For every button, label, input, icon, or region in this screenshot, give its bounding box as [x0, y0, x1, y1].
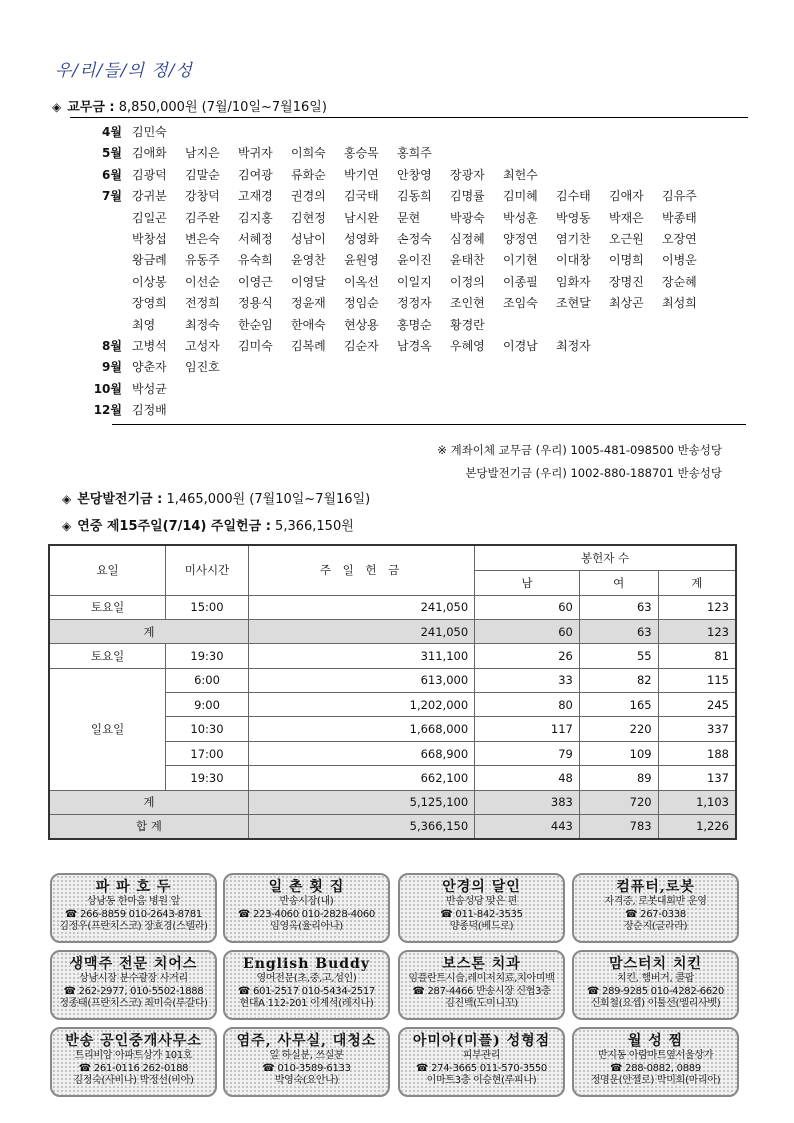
donor-name: 최영: [132, 317, 156, 332]
header-offering: 주 일 헌 금: [248, 545, 474, 595]
offering-cell: 662,100: [248, 766, 474, 790]
ad-line: 치킨, 햄버거, 콜팝: [616, 973, 695, 984]
grand-total-row: [49, 815, 736, 839]
donor-name: 김복례: [291, 339, 326, 354]
ad-box: [223, 1027, 390, 1097]
table-row: [49, 668, 736, 692]
ad-line: 반송시장(내): [279, 896, 334, 907]
ad-line: 이마트3층 이승현(루피나): [426, 1075, 537, 1086]
total-cell: 123: [658, 619, 736, 643]
donor-name: 남시완: [344, 210, 379, 225]
donor-name: 이종필: [503, 274, 538, 289]
donor-name: 최성희: [662, 296, 697, 311]
ad-line: 일 하실분, 쓰실분: [269, 1050, 344, 1061]
total-cell: 188: [658, 741, 736, 765]
donor-name: 현상용: [344, 317, 379, 332]
donor-name: 임진호: [185, 360, 220, 375]
donor-names: [132, 143, 732, 164]
ad-line: 현대A 112-201 이계석(레지나): [239, 998, 374, 1009]
donor-name: 남지은: [185, 146, 220, 161]
donor-name: 이영달: [291, 274, 326, 289]
ad-box: [50, 950, 217, 1020]
grand-total-label: 합 계: [49, 815, 248, 839]
ad-box: [398, 873, 565, 943]
donor-name: 김민숙: [132, 125, 167, 139]
donor-name: 김미혜: [503, 189, 538, 204]
donor-name: 강창덕: [185, 189, 220, 204]
donor-name: 김애화: [132, 146, 167, 161]
donor-name: 박종태: [662, 210, 697, 225]
male-cell: 48: [475, 766, 580, 790]
donor-names: [132, 186, 732, 336]
time-cell: 6:00: [166, 668, 249, 692]
teacher-fund-amount: 8,850,000원 (7월/10일~7월16일): [118, 100, 327, 115]
ad-line: ☎ 262-2977, 010-5502-1888: [63, 985, 204, 997]
donor-names: [132, 336, 732, 357]
time-cell: 19:30: [166, 766, 249, 790]
donor-name: 박재은: [609, 210, 644, 225]
donor-name: 한순임: [238, 317, 273, 332]
header-attendance: 봉헌자 수: [475, 545, 736, 570]
female-cell: 720: [579, 790, 658, 814]
ad-line: ☎ 223-4060 010-2828-4060: [238, 908, 375, 920]
donor-name: 윤원영: [344, 253, 379, 268]
male-cell: 117: [475, 717, 580, 741]
donor-name: 이상봉: [132, 274, 167, 289]
time-cell: 9:00: [166, 693, 249, 717]
donor-name: 장명진: [609, 274, 644, 289]
donor-name: 홍희주: [397, 146, 432, 161]
ad-title: 아미아(미플) 성형점: [412, 1033, 551, 1049]
donor-name: 고병석: [132, 339, 167, 354]
male-cell: 80: [475, 693, 580, 717]
dev-fund-amount: 1,465,000원 (7월10일~7월16일): [166, 492, 371, 507]
teacher-fund-heading: [52, 96, 327, 115]
donor-month-row: [92, 186, 752, 336]
donor-month-row: [92, 400, 752, 421]
donor-name: 이경남: [503, 339, 538, 354]
donor-name: 김명률: [450, 189, 485, 204]
donor-name: 오장연: [662, 232, 697, 247]
offering-cell: 1,668,000: [248, 717, 474, 741]
donor-name: 최상곤: [609, 296, 644, 311]
total-cell: 1,103: [658, 790, 736, 814]
donor-list: [92, 122, 752, 422]
month-label: 12월: [93, 403, 122, 418]
ad-line: ☎ 261-0116 262-0188: [78, 1062, 189, 1074]
donor-name: 유동주: [185, 253, 220, 268]
offering-cell: 1,202,000: [248, 693, 474, 717]
male-cell: 443: [475, 815, 580, 839]
male-cell: 26: [475, 644, 580, 668]
ad-line: 김정우(프란치스코) 장효경(스텔라): [59, 921, 208, 932]
donor-name: 양춘자: [132, 360, 167, 375]
sunday-offering-heading: [62, 515, 354, 534]
donor-name: 고재경: [238, 189, 273, 204]
ad-line: 임영옥(율리아나): [270, 921, 343, 932]
month-label: 4월: [102, 125, 122, 139]
donor-name: 정윤재: [291, 296, 326, 311]
table-row: [49, 595, 736, 619]
donor-name: 김주완: [185, 210, 220, 225]
subtotal-row: [49, 790, 736, 814]
donor-month-row: [92, 336, 752, 357]
diamond-bullet-icon: ◈: [62, 519, 72, 533]
ad-line: 양종덕(베드로): [449, 921, 514, 932]
day-cell: 일요일: [49, 668, 166, 790]
donor-month-row: [92, 143, 752, 164]
ad-box: [223, 950, 390, 1020]
donor-name: 이병운: [662, 253, 697, 268]
donor-name: 임화자: [556, 274, 591, 289]
offering-table: [48, 544, 737, 840]
donor-month-row: [92, 122, 752, 143]
donor-name: 이대창: [556, 253, 591, 268]
donor-name: 이명희: [609, 253, 644, 268]
donor-name: 이기현: [503, 253, 538, 268]
ad-line: 정명운(안젤로) 박미희(마리아): [590, 1075, 721, 1086]
donor-name: 김지홍: [238, 210, 273, 225]
day-cell: 토요일: [49, 595, 166, 619]
female-cell: 220: [579, 717, 658, 741]
diamond-bullet-icon: ◈: [62, 492, 72, 506]
donor-name: 성영화: [344, 232, 379, 247]
donor-name: 우혜영: [450, 339, 485, 354]
account-info-1: ※ 계좌이체 교무금 (우리) 1005-481-098500 반송성당: [437, 443, 722, 457]
ad-line: 상남시장 분수광장 사거리: [79, 973, 188, 984]
donor-month-row: [92, 165, 752, 186]
donor-name: 조임숙: [503, 296, 538, 311]
donor-name: 김말순: [185, 167, 220, 182]
donor-name: 문현: [397, 210, 421, 225]
donor-name: 박영동: [556, 210, 591, 225]
ad-title: 안경의 달인: [442, 879, 521, 895]
donor-month-row: [92, 357, 752, 378]
ad-line: ☎ 267-0338: [625, 908, 686, 920]
donor-name: 정용식: [238, 296, 273, 311]
ad-title: 생맥주 전문 치어스: [69, 956, 198, 972]
ad-title: 염주, 사무실, 대청소: [236, 1033, 377, 1049]
donor-name: 이선순: [185, 274, 220, 289]
time-cell: 17:00: [166, 741, 249, 765]
total-cell: 137: [658, 766, 736, 790]
ad-box: [572, 873, 739, 943]
sunday-offering-label: 연중 제15주일(7/14) 주일헌금 :: [77, 519, 271, 534]
donor-name: 이영근: [238, 274, 273, 289]
donor-name: 조인현: [450, 296, 485, 311]
donor-name: 고성자: [185, 339, 220, 354]
ad-line: ☎ 274-3665 011-570-3550: [416, 1062, 547, 1074]
donor-name: 손정숙: [397, 232, 432, 247]
donor-name: 장순혜: [662, 274, 697, 289]
donor-name: 김현정: [291, 210, 326, 225]
ad-line: ☎ 289-9285 010-4282-6620: [587, 985, 724, 997]
divider: [112, 424, 746, 425]
total-cell: 115: [658, 668, 736, 692]
female-cell: 165: [579, 693, 658, 717]
day-cell: 토요일: [49, 644, 166, 668]
donor-name: 조현달: [556, 296, 591, 311]
donor-name: 박성훈: [503, 210, 538, 225]
offering-cell: 241,050: [248, 619, 474, 643]
ad-line: 반송성당 맞은 편: [445, 896, 518, 907]
donor-name: 정정자: [397, 296, 432, 311]
sunday-offering-amount: 5,366,150원: [275, 519, 354, 534]
ad-line: 김정숙(사비나) 박정선(비아): [73, 1075, 194, 1086]
ad-box: [398, 1027, 565, 1097]
total-cell: 245: [658, 693, 736, 717]
header-female: 여: [579, 570, 658, 595]
donor-name: 최헌수: [503, 167, 538, 182]
donor-name: 박귀자: [238, 146, 273, 161]
ad-title: 파 파 호 두: [95, 879, 172, 895]
donor-name: 이희숙: [291, 146, 326, 161]
offering-cell: 5,125,100: [248, 790, 474, 814]
total-cell: 1,226: [658, 815, 736, 839]
subtotal-label: 계: [49, 790, 248, 814]
ad-line: 장순지(글라라): [623, 921, 688, 932]
subtotal-label: 계: [49, 619, 248, 643]
month-label: 8월: [102, 339, 122, 354]
donor-name: 오근원: [609, 232, 644, 247]
donor-name: 장영희: [132, 296, 167, 311]
donor-name: 홍승목: [344, 146, 379, 161]
donor-name: 남경옥: [397, 339, 432, 354]
dev-fund-label: 본당발전기금 :: [77, 492, 163, 507]
ad-box: [572, 950, 739, 1020]
table-row: [49, 644, 736, 668]
donor-name: 김애자: [609, 189, 644, 204]
subtotal-row: [49, 619, 736, 643]
ad-line: 정종태(프란치스코) 최미숙(루갈다): [59, 998, 208, 1009]
donor-name: 김여광: [238, 167, 273, 182]
female-cell: 63: [579, 595, 658, 619]
diamond-bullet-icon: ◈: [52, 100, 62, 114]
time-cell: 15:00: [166, 595, 249, 619]
donor-name: 김국태: [344, 189, 379, 204]
donor-name: 전정희: [185, 296, 220, 311]
donor-name: 류화순: [291, 167, 326, 182]
ad-line: ☎ 287-4466 반송시장 신협3층: [412, 985, 551, 997]
header-day: 요일: [49, 545, 166, 595]
donor-names: [132, 357, 732, 378]
ad-line: 김진백(도미니꼬): [445, 998, 518, 1009]
ad-line: ☎ 266-8859 010-2643-8781: [65, 908, 202, 920]
ad-title: 월 성 찜: [627, 1033, 684, 1049]
donor-name: 홍명순: [397, 317, 432, 332]
donor-name: 박창섭: [132, 232, 167, 247]
offering-cell: 241,050: [248, 595, 474, 619]
donor-name: 유숙희: [238, 253, 273, 268]
male-cell: 60: [475, 595, 580, 619]
donor-month-row: [92, 379, 752, 400]
offering-cell: 668,900: [248, 741, 474, 765]
page-title: 우/리/들/의 정/성: [55, 61, 193, 81]
male-cell: 79: [475, 741, 580, 765]
donor-name: 박기연: [344, 167, 379, 182]
donor-name: 왕금례: [132, 253, 167, 268]
donor-name: 안창영: [397, 167, 432, 182]
time-cell: 19:30: [166, 644, 249, 668]
ad-line: 반지동 아람마트옆서울상가: [597, 1050, 714, 1061]
donor-name: 김미숙: [238, 339, 273, 354]
total-cell: 123: [658, 595, 736, 619]
header-mass-time: 미사시간: [166, 545, 249, 595]
ad-line: 박영숙(요안나): [274, 1075, 339, 1086]
donor-name: 정임순: [344, 296, 379, 311]
donor-name: 한애숙: [291, 317, 326, 332]
donor-name: 김유주: [662, 189, 697, 204]
donor-name: 염기찬: [556, 232, 591, 247]
ad-title: 컴퓨터,로봇: [616, 879, 695, 895]
ad-title: 반송 공인중개사무소: [65, 1033, 202, 1049]
ad-title: 보스톤 치과: [442, 956, 521, 972]
ad-box: [572, 1027, 739, 1097]
donor-name: 황경란: [450, 317, 485, 332]
donor-name: 박광숙: [450, 210, 485, 225]
donor-name: 강귀분: [132, 189, 167, 204]
ad-line: 트리비앙 아파트상가 101호: [74, 1050, 193, 1061]
donor-name: 이정의: [450, 274, 485, 289]
ad-title: 맘스터치 치킨: [608, 956, 703, 972]
header-total: 계: [658, 570, 736, 595]
offering-cell: 311,100: [248, 644, 474, 668]
ad-line: ☎ 010-3589-6133: [262, 1062, 351, 1074]
donor-name: 박성균: [132, 381, 167, 396]
donor-name: 이일지: [397, 274, 432, 289]
female-cell: 55: [579, 644, 658, 668]
donor-name: 심정혜: [450, 232, 485, 247]
donor-name: 최정숙: [185, 317, 220, 332]
month-label: 6월: [102, 167, 122, 182]
ad-line: 자격증, 로봇대회반 운영: [604, 896, 707, 907]
donor-name: 윤이진: [397, 253, 432, 268]
donor-name: 양정연: [503, 232, 538, 247]
account-info-2: 본당발전기금 (우리) 1002-880-188701 반송성당: [465, 466, 722, 480]
ad-line: 상남동 한마음 병원 앞: [87, 896, 180, 907]
female-cell: 63: [579, 619, 658, 643]
ad-box: [223, 873, 390, 943]
ad-line: 임플란트시술,레이저치료,치아미백: [408, 973, 555, 984]
donor-name: 성남이: [291, 232, 326, 247]
ad-title: 일 촌 횟 집: [268, 879, 345, 895]
donor-name: 최정자: [556, 339, 591, 354]
month-label: 10월: [93, 381, 122, 396]
donor-name: 김수태: [556, 189, 591, 204]
donor-names: [132, 400, 732, 421]
header-male: 남: [475, 570, 580, 595]
donor-name: 서혜정: [238, 232, 273, 247]
donor-name: 권경의: [291, 189, 326, 204]
month-label: 5월: [102, 146, 122, 161]
ad-box: [398, 950, 565, 1020]
total-cell: 337: [658, 717, 736, 741]
divider: [70, 117, 748, 118]
donor-name: 윤영찬: [291, 253, 326, 268]
ad-line: ☎ 011-842-3535: [440, 908, 523, 920]
female-cell: 82: [579, 668, 658, 692]
month-label: 9월: [102, 360, 122, 375]
ad-line: ☎ 601-2517 010-5434-2517: [238, 985, 375, 997]
ad-line: ☎ 288-0882, 0889: [610, 1062, 701, 1074]
donor-name: 김정배: [132, 403, 167, 418]
donor-names: [132, 122, 732, 143]
male-cell: 383: [475, 790, 580, 814]
male-cell: 60: [475, 619, 580, 643]
ad-line: 신희철(요셉) 이툴선(엘리사벳): [590, 998, 721, 1009]
table-header-row: [49, 545, 736, 570]
offering-cell: 5,366,150: [248, 815, 474, 839]
month-label: 7월: [102, 189, 122, 204]
donor-name: 김동희: [397, 189, 432, 204]
dev-fund-heading: [62, 488, 370, 507]
donor-name: 이옥선: [344, 274, 379, 289]
donor-name: 김광덕: [132, 167, 167, 182]
ad-box: [50, 873, 217, 943]
ad-line: 영어전문(초,중,고,성인): [256, 973, 357, 984]
offering-cell: 613,000: [248, 668, 474, 692]
female-cell: 89: [579, 766, 658, 790]
teacher-fund-label: 교무금 :: [67, 100, 115, 115]
donor-name: 윤태찬: [450, 253, 485, 268]
donor-names: [132, 379, 732, 400]
ad-title: English Buddy: [243, 956, 370, 972]
total-cell: 81: [658, 644, 736, 668]
female-cell: 783: [579, 815, 658, 839]
male-cell: 33: [475, 668, 580, 692]
donor-names: [132, 165, 732, 186]
ad-line: 피부관리: [462, 1050, 501, 1061]
donor-name: 장광자: [450, 167, 485, 182]
time-cell: 10:30: [166, 717, 249, 741]
donor-name: 김순자: [344, 339, 379, 354]
female-cell: 109: [579, 741, 658, 765]
ad-box: [50, 1027, 217, 1097]
donor-name: 변은숙: [185, 232, 220, 247]
donor-name: 김일곤: [132, 210, 167, 225]
